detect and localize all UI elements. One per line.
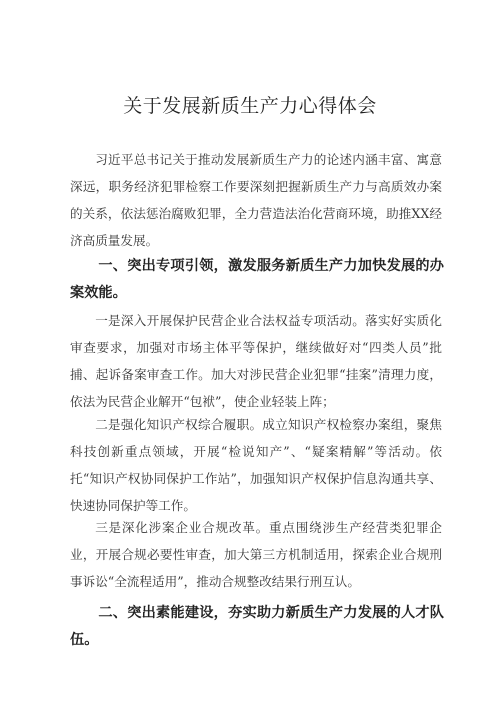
section-one-paragraph-2: 二是强化知识产权综合履职。成立知识产权检察办案组，聚焦科技创新重点领域，开展“检说知产”、“疑案精解”等活动。依托“知识产权协同保护工作站”，加强知识产权保护信息沟通共享、快速协同保护等工作。 — [70, 417, 442, 513]
section-one-paragraph-3: 三是深化涉案企业合规改革。重点围绕涉生产经营类犯罪企业，开展合规必要性审查，加大第三方机制适用，探索企业合规刑事诉讼“全流程适用”，推动合规整改结果行刑互认。 — [70, 520, 442, 589]
section-two-heading: 二、突出素能建设，夯实助力新质生产力发展的人才队伍。 — [70, 605, 444, 648]
section-one-heading: 一、突出专项引领，激发服务新质生产力加快发展的办案效能。 — [70, 258, 444, 301]
document-title: 关于发展新质生产力心得体会 — [123, 95, 377, 117]
intro-paragraph: 习近平总书记关于推动发展新质生产力的论述内涵丰富、寓意深远，职务经济犯罪检察工作要深刻把握新质生产力与高质效办案的关系，依法惩治腐败犯罪，全力营造法治化营商环境，助推XX经济高质量发展。 — [70, 152, 442, 248]
section-one-paragraph-1: 一是深入开展保护民营企业合法权益专项活动。落实好实质化审查要求，加强对市场主体平等保护，继续做好对“四类人员”批捕、起诉备案审查工作。加大对涉民营企业犯罪“挂案”清理力度，依法为民营企业解开“包袱”，使企业轻装上阵； — [70, 313, 442, 409]
